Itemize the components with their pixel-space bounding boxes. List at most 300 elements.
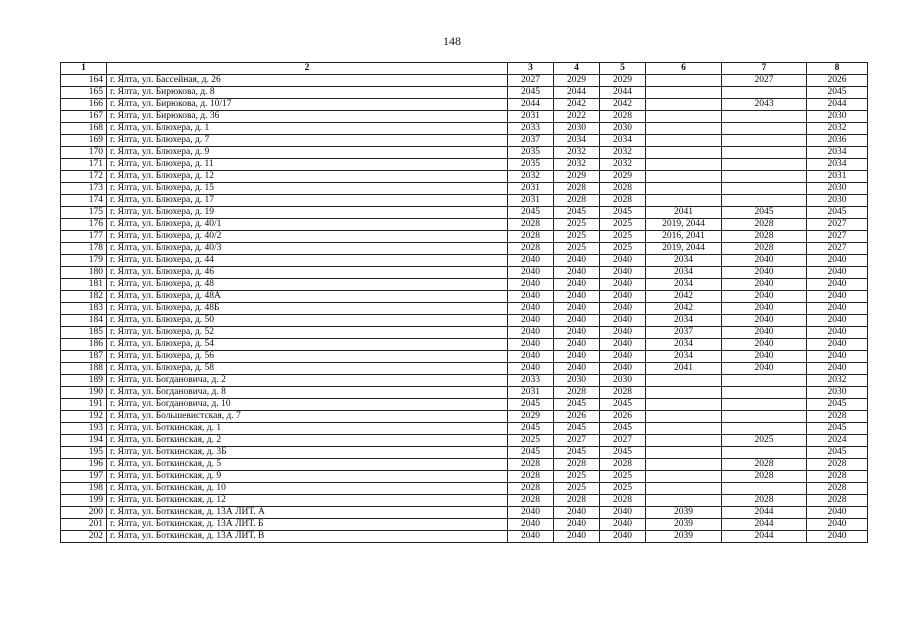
col7-cell: 2040 xyxy=(722,351,807,363)
address-cell: г. Ялта, ул. Бирюкова, д. 36 xyxy=(107,111,508,123)
col8-cell: 2034 xyxy=(807,159,868,171)
address-cell: г. Ялта, ул. Блюхера, д. 15 xyxy=(107,183,508,195)
col7-cell xyxy=(722,195,807,207)
row-number-cell: 182 xyxy=(61,291,107,303)
col6-cell xyxy=(646,183,722,195)
col4-cell: 2029 xyxy=(554,171,600,183)
col8-cell: 2040 xyxy=(807,327,868,339)
col5-cell: 2040 xyxy=(600,315,646,327)
address-cell: г. Ялта, ул. Блюхера, д. 44 xyxy=(107,255,508,267)
col7-cell xyxy=(722,375,807,387)
col7-cell: 2028 xyxy=(722,231,807,243)
col6-cell xyxy=(646,471,722,483)
table-body xyxy=(61,75,868,543)
col5-cell: 2028 xyxy=(600,387,646,399)
col4-cell: 2040 xyxy=(554,507,600,519)
col3-cell: 2032 xyxy=(508,171,554,183)
col5-cell: 2029 xyxy=(600,171,646,183)
col6-cell xyxy=(646,387,722,399)
row-number-cell: 170 xyxy=(61,147,107,159)
col7-cell: 2040 xyxy=(722,267,807,279)
schedule-table xyxy=(60,62,868,543)
table-row xyxy=(61,447,868,459)
col4-cell: 2040 xyxy=(554,351,600,363)
col7-cell: 2040 xyxy=(722,279,807,291)
col6-cell: 2034 xyxy=(646,279,722,291)
col8-cell: 2027 xyxy=(807,231,868,243)
col5-cell: 2040 xyxy=(600,351,646,363)
table-row xyxy=(61,375,868,387)
row-number-cell: 166 xyxy=(61,99,107,111)
table-row xyxy=(61,195,868,207)
col8-cell: 2040 xyxy=(807,303,868,315)
row-number-cell: 199 xyxy=(61,495,107,507)
col5-cell: 2025 xyxy=(600,219,646,231)
col6-cell: 2042 xyxy=(646,303,722,315)
column-header: 3 xyxy=(508,63,554,75)
table-row xyxy=(61,255,868,267)
col4-cell: 2045 xyxy=(554,423,600,435)
col8-cell: 2027 xyxy=(807,243,868,255)
address-cell: г. Ялта, ул. Блюхера, д. 40/3 xyxy=(107,243,508,255)
col5-cell: 2044 xyxy=(600,87,646,99)
address-cell: г. Ялта, ул. Блюхера, д. 1 xyxy=(107,123,508,135)
col4-cell: 2045 xyxy=(554,207,600,219)
col7-cell: 2040 xyxy=(722,363,807,375)
col3-cell: 2040 xyxy=(508,519,554,531)
column-header: 7 xyxy=(722,63,807,75)
row-number-cell: 193 xyxy=(61,423,107,435)
address-cell: г. Ялта, ул. Бассейная, д. 26 xyxy=(107,75,508,87)
col6-cell: 2039 xyxy=(646,531,722,543)
table-row xyxy=(61,519,868,531)
column-header: 1 xyxy=(61,63,107,75)
table-row xyxy=(61,495,868,507)
column-header: 8 xyxy=(807,63,868,75)
col6-cell xyxy=(646,159,722,171)
row-number-cell: 171 xyxy=(61,159,107,171)
col5-cell: 2040 xyxy=(600,519,646,531)
col3-cell: 2045 xyxy=(508,423,554,435)
col3-cell: 2040 xyxy=(508,303,554,315)
col7-cell: 2044 xyxy=(722,507,807,519)
address-cell: г. Ялта, ул. Бирюкова, д. 8 xyxy=(107,87,508,99)
row-number-cell: 185 xyxy=(61,327,107,339)
col4-cell: 2025 xyxy=(554,483,600,495)
col3-cell: 2033 xyxy=(508,123,554,135)
row-number-cell: 188 xyxy=(61,363,107,375)
col6-cell xyxy=(646,423,722,435)
col8-cell: 2030 xyxy=(807,183,868,195)
col3-cell: 2035 xyxy=(508,147,554,159)
row-number-cell: 167 xyxy=(61,111,107,123)
col8-cell: 2040 xyxy=(807,267,868,279)
col8-cell: 2030 xyxy=(807,387,868,399)
address-cell: г. Ялта, ул. Блюхера, д. 46 xyxy=(107,267,508,279)
col7-cell: 2040 xyxy=(722,327,807,339)
col6-cell: 2034 xyxy=(646,267,722,279)
col4-cell: 2028 xyxy=(554,495,600,507)
col8-cell: 2027 xyxy=(807,219,868,231)
col7-cell: 2028 xyxy=(722,459,807,471)
col4-cell: 2040 xyxy=(554,255,600,267)
col5-cell: 2040 xyxy=(600,531,646,543)
col5-cell: 2030 xyxy=(600,123,646,135)
col4-cell: 2040 xyxy=(554,279,600,291)
table-row xyxy=(61,135,868,147)
col5-cell: 2030 xyxy=(600,375,646,387)
table-row xyxy=(61,435,868,447)
col8-cell: 2034 xyxy=(807,147,868,159)
address-cell: г. Ялта, ул. Бирюкова, д. 10/17 xyxy=(107,99,508,111)
col8-cell: 2032 xyxy=(807,123,868,135)
col4-cell: 2040 xyxy=(554,315,600,327)
col3-cell: 2040 xyxy=(508,351,554,363)
col6-cell: 2037 xyxy=(646,327,722,339)
col7-cell xyxy=(722,483,807,495)
table-row xyxy=(61,471,868,483)
col8-cell: 2040 xyxy=(807,531,868,543)
row-number-cell: 174 xyxy=(61,195,107,207)
col3-cell: 2028 xyxy=(508,471,554,483)
col8-cell: 2040 xyxy=(807,279,868,291)
col8-cell: 2036 xyxy=(807,135,868,147)
address-cell: г. Ялта, ул. Боткинская, д. 13А ЛИТ. Б xyxy=(107,519,508,531)
address-cell: г. Ялта, ул. Боткинская, д. 13А ЛИТ. В xyxy=(107,531,508,543)
row-number-cell: 169 xyxy=(61,135,107,147)
col3-cell: 2040 xyxy=(508,507,554,519)
col3-cell: 2027 xyxy=(508,75,554,87)
col5-cell: 2028 xyxy=(600,183,646,195)
col6-cell xyxy=(646,399,722,411)
col6-cell: 2034 xyxy=(646,351,722,363)
col4-cell: 2028 xyxy=(554,183,600,195)
col3-cell: 2031 xyxy=(508,111,554,123)
row-number-cell: 184 xyxy=(61,315,107,327)
col3-cell: 2028 xyxy=(508,483,554,495)
col8-cell: 2045 xyxy=(807,423,868,435)
address-cell: г. Ялта, ул. Боткинская, д. 2 xyxy=(107,435,508,447)
table-row xyxy=(61,231,868,243)
col4-cell: 2022 xyxy=(554,111,600,123)
address-cell: г. Ялта, ул. Богдановича, д. 8 xyxy=(107,387,508,399)
col8-cell: 2040 xyxy=(807,339,868,351)
col8-cell: 2045 xyxy=(807,399,868,411)
col3-cell: 2031 xyxy=(508,183,554,195)
col5-cell: 2042 xyxy=(600,99,646,111)
address-cell: г. Ялта, ул. Боткинская, д. 5 xyxy=(107,459,508,471)
table-row xyxy=(61,315,868,327)
col7-cell: 2044 xyxy=(722,519,807,531)
col4-cell: 2026 xyxy=(554,411,600,423)
col5-cell: 2040 xyxy=(600,279,646,291)
col3-cell: 2037 xyxy=(508,135,554,147)
col5-cell: 2045 xyxy=(600,447,646,459)
col7-cell: 2025 xyxy=(722,435,807,447)
col4-cell: 2030 xyxy=(554,123,600,135)
col4-cell: 2045 xyxy=(554,399,600,411)
table-row xyxy=(61,351,868,363)
col6-cell xyxy=(646,75,722,87)
address-cell: г. Ялта, ул. Богдановича, д. 10 xyxy=(107,399,508,411)
table-row xyxy=(61,411,868,423)
col6-cell xyxy=(646,459,722,471)
col7-cell: 2028 xyxy=(722,495,807,507)
col5-cell: 2045 xyxy=(600,399,646,411)
address-cell: г. Ялта, ул. Блюхера, д. 19 xyxy=(107,207,508,219)
col8-cell: 2040 xyxy=(807,291,868,303)
table-row xyxy=(61,243,868,255)
col3-cell: 2029 xyxy=(508,411,554,423)
address-cell: г. Ялта, ул. Блюхера, д. 56 xyxy=(107,351,508,363)
col4-cell: 2030 xyxy=(554,375,600,387)
address-cell: г. Ялта, ул. Блюхера, д. 48Б xyxy=(107,303,508,315)
table-row xyxy=(61,123,868,135)
col6-cell xyxy=(646,483,722,495)
col3-cell: 2045 xyxy=(508,207,554,219)
col6-cell: 2042 xyxy=(646,291,722,303)
col8-cell: 2040 xyxy=(807,315,868,327)
col6-cell xyxy=(646,195,722,207)
column-header: 2 xyxy=(107,63,508,75)
col6-cell: 2019, 2044 xyxy=(646,219,722,231)
col7-cell xyxy=(722,411,807,423)
col8-cell: 2030 xyxy=(807,111,868,123)
table-row xyxy=(61,387,868,399)
row-number-cell: 201 xyxy=(61,519,107,531)
address-cell: г. Ялта, ул. Блюхера, д. 9 xyxy=(107,147,508,159)
col7-cell: 2028 xyxy=(722,243,807,255)
col3-cell: 2040 xyxy=(508,339,554,351)
row-number-cell: 196 xyxy=(61,459,107,471)
address-cell: г. Ялта, ул. Блюхера, д. 58 xyxy=(107,363,508,375)
col3-cell: 2040 xyxy=(508,327,554,339)
col6-cell xyxy=(646,135,722,147)
table-row xyxy=(61,303,868,315)
address-cell: г. Ялта, ул. Блюхера, д. 7 xyxy=(107,135,508,147)
row-number-cell: 191 xyxy=(61,399,107,411)
address-cell: г. Ялта, ул. Боткинская, д. 1 xyxy=(107,423,508,435)
col5-cell: 2045 xyxy=(600,423,646,435)
col8-cell: 2045 xyxy=(807,87,868,99)
col6-cell xyxy=(646,123,722,135)
col4-cell: 2025 xyxy=(554,243,600,255)
address-cell: г. Ялта, ул. Боткинская, д. 13А ЛИТ. А xyxy=(107,507,508,519)
col3-cell: 2031 xyxy=(508,387,554,399)
col3-cell: 2028 xyxy=(508,243,554,255)
col4-cell: 2040 xyxy=(554,339,600,351)
table-row xyxy=(61,327,868,339)
col3-cell: 2044 xyxy=(508,99,554,111)
col3-cell: 2040 xyxy=(508,267,554,279)
col6-cell: 2034 xyxy=(646,255,722,267)
row-number-cell: 197 xyxy=(61,471,107,483)
table-row xyxy=(61,267,868,279)
col7-cell: 2028 xyxy=(722,219,807,231)
row-number-cell: 179 xyxy=(61,255,107,267)
col4-cell: 2032 xyxy=(554,147,600,159)
table-row xyxy=(61,219,868,231)
table-row xyxy=(61,183,868,195)
column-header: 6 xyxy=(646,63,722,75)
col4-cell: 2040 xyxy=(554,363,600,375)
table-row xyxy=(61,207,868,219)
col6-cell xyxy=(646,495,722,507)
col7-cell xyxy=(722,111,807,123)
table-row xyxy=(61,423,868,435)
col8-cell: 2026 xyxy=(807,75,868,87)
col4-cell: 2044 xyxy=(554,87,600,99)
col5-cell: 2025 xyxy=(600,231,646,243)
row-number-cell: 177 xyxy=(61,231,107,243)
col8-cell: 2030 xyxy=(807,195,868,207)
col8-cell: 2024 xyxy=(807,435,868,447)
col5-cell: 2027 xyxy=(600,435,646,447)
row-number-cell: 202 xyxy=(61,531,107,543)
col7-cell: 2040 xyxy=(722,339,807,351)
row-number-cell: 164 xyxy=(61,75,107,87)
table-row xyxy=(61,87,868,99)
col3-cell: 2028 xyxy=(508,219,554,231)
col5-cell: 2032 xyxy=(600,159,646,171)
col8-cell: 2031 xyxy=(807,171,868,183)
col4-cell: 2025 xyxy=(554,231,600,243)
address-cell: г. Ялта, ул. Блюхера, д. 52 xyxy=(107,327,508,339)
address-cell: г. Ялта, ул. Блюхера, д. 40/1 xyxy=(107,219,508,231)
col4-cell: 2042 xyxy=(554,99,600,111)
address-cell: г. Ялта, ул. Богдановича, д. 2 xyxy=(107,375,508,387)
col6-cell xyxy=(646,447,722,459)
col6-cell xyxy=(646,87,722,99)
col5-cell: 2045 xyxy=(600,207,646,219)
table-row xyxy=(61,483,868,495)
col7-cell xyxy=(722,183,807,195)
col3-cell: 2040 xyxy=(508,531,554,543)
col3-cell: 2045 xyxy=(508,87,554,99)
col4-cell: 2028 xyxy=(554,195,600,207)
col8-cell: 2040 xyxy=(807,507,868,519)
col4-cell: 2025 xyxy=(554,471,600,483)
col7-cell xyxy=(722,159,807,171)
col6-cell: 2034 xyxy=(646,339,722,351)
row-number-cell: 195 xyxy=(61,447,107,459)
col6-cell xyxy=(646,147,722,159)
col3-cell: 2031 xyxy=(508,195,554,207)
address-cell: г. Ялта, ул. Блюхера, д. 50 xyxy=(107,315,508,327)
table-row xyxy=(61,75,868,87)
col3-cell: 2040 xyxy=(508,363,554,375)
address-cell: г. Ялта, ул. Блюхера, д. 54 xyxy=(107,339,508,351)
col4-cell: 2040 xyxy=(554,519,600,531)
table-row xyxy=(61,147,868,159)
col8-cell: 2028 xyxy=(807,483,868,495)
row-number-cell: 181 xyxy=(61,279,107,291)
col5-cell: 2028 xyxy=(600,111,646,123)
table-row xyxy=(61,279,868,291)
table-row xyxy=(61,111,868,123)
col3-cell: 2035 xyxy=(508,159,554,171)
table-row xyxy=(61,507,868,519)
col5-cell: 2040 xyxy=(600,327,646,339)
col8-cell: 2044 xyxy=(807,99,868,111)
col4-cell: 2028 xyxy=(554,459,600,471)
table-row xyxy=(61,171,868,183)
row-number-cell: 200 xyxy=(61,507,107,519)
col4-cell: 2040 xyxy=(554,327,600,339)
col3-cell: 2045 xyxy=(508,399,554,411)
row-number-cell: 183 xyxy=(61,303,107,315)
table-row xyxy=(61,99,868,111)
col5-cell: 2025 xyxy=(600,243,646,255)
col5-cell: 2025 xyxy=(600,483,646,495)
table-row xyxy=(61,159,868,171)
row-number-cell: 168 xyxy=(61,123,107,135)
col3-cell: 2040 xyxy=(508,315,554,327)
address-cell: г. Ялта, ул. Большевистская, д. 7 xyxy=(107,411,508,423)
address-cell: г. Ялта, ул. Блюхера, д. 48 xyxy=(107,279,508,291)
col6-cell xyxy=(646,99,722,111)
row-number-cell: 165 xyxy=(61,87,107,99)
col6-cell xyxy=(646,375,722,387)
col6-cell: 2041 xyxy=(646,207,722,219)
col5-cell: 2032 xyxy=(600,147,646,159)
col8-cell: 2040 xyxy=(807,351,868,363)
address-cell: г. Ялта, ул. Блюхера, д. 12 xyxy=(107,171,508,183)
table-row xyxy=(61,339,868,351)
col8-cell: 2028 xyxy=(807,471,868,483)
row-number-cell: 178 xyxy=(61,243,107,255)
row-number-cell: 176 xyxy=(61,219,107,231)
col7-cell: 2045 xyxy=(722,207,807,219)
col8-cell: 2045 xyxy=(807,207,868,219)
col3-cell: 2028 xyxy=(508,231,554,243)
col6-cell: 2019, 2044 xyxy=(646,243,722,255)
row-number-cell: 186 xyxy=(61,339,107,351)
col3-cell: 2045 xyxy=(508,447,554,459)
col6-cell: 2039 xyxy=(646,519,722,531)
col7-cell xyxy=(722,123,807,135)
col7-cell: 2028 xyxy=(722,471,807,483)
col5-cell: 2028 xyxy=(600,495,646,507)
col8-cell: 2032 xyxy=(807,375,868,387)
page-number: 148 xyxy=(443,34,461,48)
row-number-cell: 190 xyxy=(61,387,107,399)
col6-cell: 2034 xyxy=(646,315,722,327)
col5-cell: 2040 xyxy=(600,267,646,279)
address-cell: г. Ялта, ул. Блюхера, д. 40/2 xyxy=(107,231,508,243)
col8-cell: 2040 xyxy=(807,363,868,375)
col7-cell: 2043 xyxy=(722,99,807,111)
col5-cell: 2040 xyxy=(600,303,646,315)
col7-cell: 2044 xyxy=(722,531,807,543)
col7-cell: 2040 xyxy=(722,303,807,315)
address-cell: г. Ялта, ул. Боткинская, д. 10 xyxy=(107,483,508,495)
address-cell: г. Ялта, ул. Боткинская, д. 9 xyxy=(107,471,508,483)
col7-cell: 2040 xyxy=(722,315,807,327)
col5-cell: 2040 xyxy=(600,291,646,303)
col5-cell: 2040 xyxy=(600,339,646,351)
address-cell: г. Ялта, ул. Боткинская, д. 3Б xyxy=(107,447,508,459)
col3-cell: 2040 xyxy=(508,279,554,291)
col8-cell: 2040 xyxy=(807,255,868,267)
column-header: 5 xyxy=(600,63,646,75)
col6-cell xyxy=(646,111,722,123)
col3-cell: 2028 xyxy=(508,495,554,507)
address-cell: г. Ялта, ул. Блюхера, д. 48А xyxy=(107,291,508,303)
col5-cell: 2029 xyxy=(600,75,646,87)
col6-cell xyxy=(646,435,722,447)
col4-cell: 2025 xyxy=(554,219,600,231)
